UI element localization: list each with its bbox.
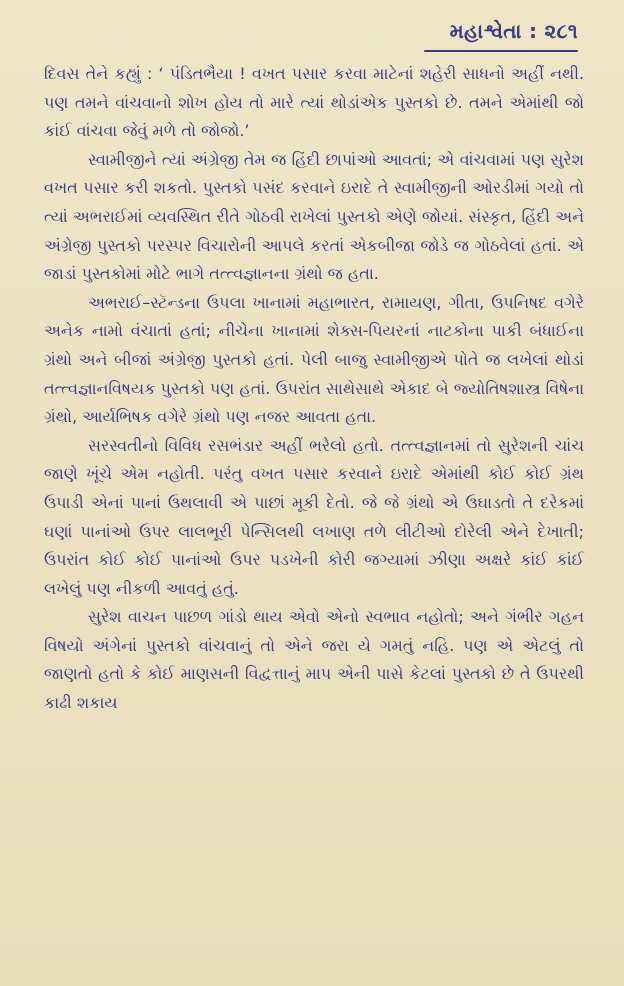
running-title: મહાશ્વેતા : ૨૮૧ bbox=[449, 19, 578, 43]
body-text bbox=[44, 60, 584, 718]
header-underline bbox=[424, 50, 578, 52]
paragraph: અભરાઈ–સ્ટૅન્ડના ઉપલા ખાનામાં મહાભારત, રામાયણ, ગીતા, ઉપનિષદ વગેરે અનેક નામો વંચાતાં હતાં; નીચેના ખાનામાં શેક્સ-પિયરનાં નાટકોના પાકી બંધાઈના ગ્રંથો અને બીજાં અંગ્રેજી પુસ્તકો હતાં. પેલી બાજુ સ્વામીજીએ પોતે જ લખેલાં થોડાં તત્ત્વજ્ઞાનવિષયક પુસ્તકો પણ હતાં. ઉપરાંત સાથેસાથે એકાદ બે જ્યોતિષશાસ્ત્ર વિષેના ગ્રંથો, આર્યભિષક વગેરે ગ્રંથો પણ નજર આવતા હતા. bbox=[44, 292, 584, 427]
paragraph: સુરેશ વાચન પાછળ ગાંડો થાય એવો એનો સ્વભાવ નહોતો; અને ગંભીર ગહન વિષયો અંગેનાં પુસ્તકો વાંચવાનું તો એને જરા યે ગમતું નહિ. પણ એ એટલું તો જાણતો હતો કે કોઈ માણસની વિદ્વત્તાનું માપ એની પાસે કેટલાં પુસ્તકો છે તે ઉપરથી કાઢી શકાય bbox=[44, 607, 584, 713]
running-header bbox=[358, 18, 578, 52]
paragraph: દિવસ તેને કહ્યું : ‘ પંડિતભૈયા ! વખત પસાર કરવા માટેનાં શહેરી સાધનો અહીં નથી. પણ તમને વાંચવાનો શોખ હોય તો મારે ત્યાં થોડાંએક પુસ્તકો છે. તમને એમાંથી જો કાંઈ વાંચવા જેવું મળે તો જોજો.’ bbox=[44, 64, 584, 141]
paragraph: સરસ્વતીનો વિવિધ રસભંડાર અહીં ભરેલો હતો. તત્ત્વજ્ઞાનમાં તો સુરેશની ચાંચ જાણે ખૂંચે એમ નહોતી. પરંતુ વખત પસાર કરવાને ઇરાદે એમાંથી કોઈ કોઈ ગ્રંથ ઉપાડી એનાં પાનાં ઉથલાવી એ પાછાં મૂકી દેતો. જે જે ગ્રંથો એ ઉઘાડતો તે દરેકમાં ઘણાં પાનાંઓ ઉપર લાલભૂરી પેન્સિલથી લખાણ તળે લીટીઓ દોરેલી એને દેખાતી; ઉપરાંત કોઈ કોઈ પાનાંઓ ઉપર પડખેની કોરી જગ્યામાં ઝીણા અક્ષરે કાંઈ કાંઈ લખેલું પણ નીકળી આવતું હતું. bbox=[44, 435, 584, 598]
paragraph: સ્વામીજીને ત્યાં અંગ્રેજી તેમ જ હિંદી છાપાંઓ આવતાં; એ વાંચવામાં પણ સુરેશ વખત પસાર કરી શકતો. પુસ્તકો પસંદ કરવાને ઇરાદે તે સ્વામીજીની ઓરડીમાં ગયો તો ત્યાં અભરાઈમાં વ્યવસ્થિત રીતે ગોઠવી રાખેલાં પુસ્તકો એણે જોયાં. સંસ્કૃત, હિંદી અને અંગ્રેજી પુસ્તકો પરસ્પર વિચારોની આપલે કરતાં એકબીજા જોડે જ ગોઠવેલાં હતાં. એ જાડાં પુસ્તકોમાં મોટે ભાગે તત્ત્વજ્ઞાનના ગ્રંથો જ હતા. bbox=[44, 149, 584, 284]
